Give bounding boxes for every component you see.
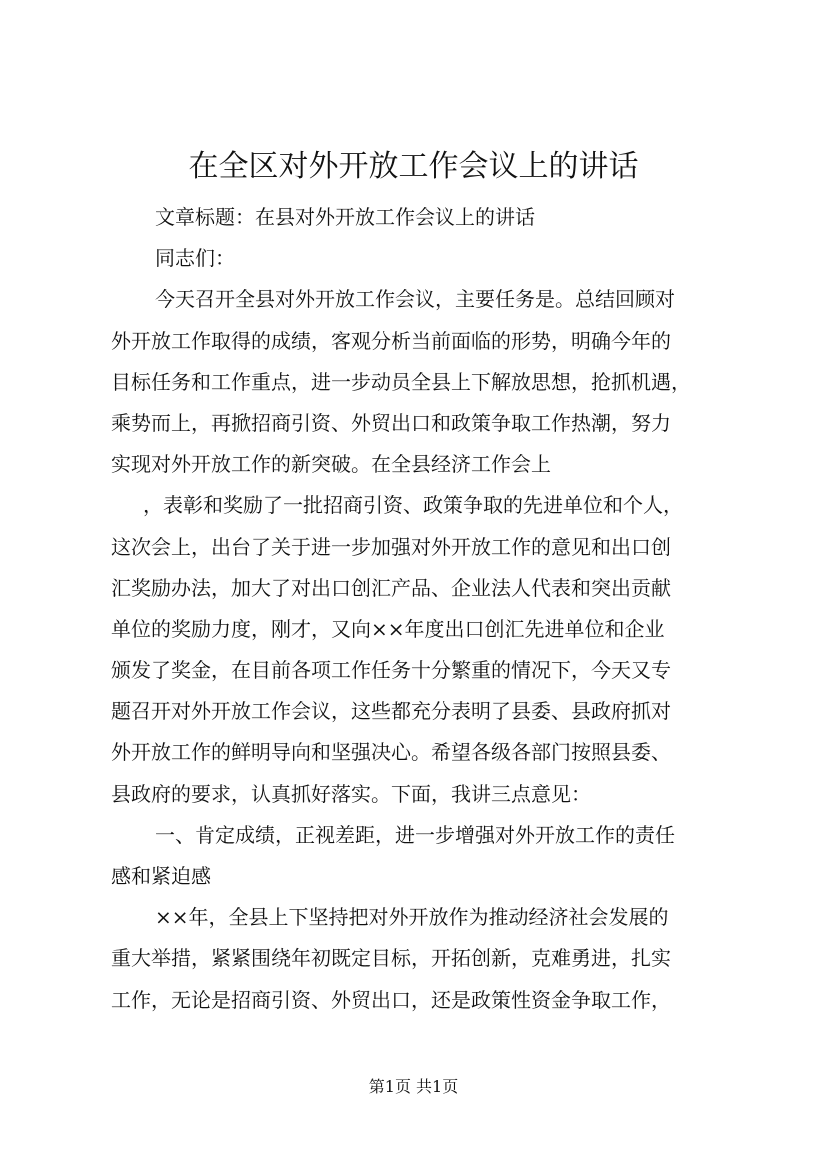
paragraph-line: 汇奖励办法，加大了对出口创汇产品、企业法人代表和突出贡献 [111,575,671,600]
document-title: 在全区对外开放工作会议上的讲话 [188,149,639,184]
paragraph-line: 颁发了奖金，在目前各项工作任务十分繁重的情况下，今天又专 [111,658,671,683]
paragraph-line: 外开放工作的鲜明导向和坚强决心。希望各级各部门按照县委、 [111,740,671,765]
paragraph-line: 目标任务和工作重点，进一步动员全县上下解放思想，抢抓机遇， [111,369,691,394]
document-body [111,197,741,1021]
page-footer: 第1页 共1页 [368,1077,459,1096]
salutation-line: 同志们： [155,246,235,271]
paragraph-line: ，表彰和奖励了一批招商引资、政策争取的先进单位和个人， [143,493,683,518]
paragraph-line: 实现对外开放工作的新突破。在全县经济工作会上 [111,452,551,477]
paragraph-line: 县政府的要求，认真抓好落实。下面，我讲三点意见： [111,781,591,806]
paragraph-line: 重大举措，紧紧围绕年初既定目标，开拓创新，克难勇进，扎实 [111,946,671,971]
article-title-line: 文章标题：在县对外开放工作会议上的讲话 [155,205,535,229]
paragraph-line: 乘势而上，再掀招商引资、外贸出口和政策争取工作热潮，努力 [111,410,671,435]
section-heading-line: 一、肯定成绩，正视差距，进一步增强对外开放工作的责任 [155,822,675,847]
paragraph-line: ××年，全县上下坚持把对外开放作为推动经济社会发展的 [155,905,669,930]
paragraph-line: 这次会上，出台了关于进一步加强对外开放工作的意见和出口创 [111,534,671,559]
paragraph-line: 工作，无论是招商引资、外贸出口，还是政策性资金争取工作， [111,987,671,1012]
paragraph-line: 题召开对外开放工作会议，这些都充分表明了县委、县政府抓对 [111,699,671,724]
paragraph-line: 今天召开全县对外开放工作会议，主要任务是。总结回顾对 [155,287,675,312]
paragraph-line: 单位的奖励力度，刚才，又向××年度出口创汇先进单位和企业 [111,616,665,641]
paragraph-line: 外开放工作取得的成绩，客观分析当前面临的形势，明确今年的 [111,328,671,353]
section-heading-line: 感和紧迫感 [111,864,211,888]
